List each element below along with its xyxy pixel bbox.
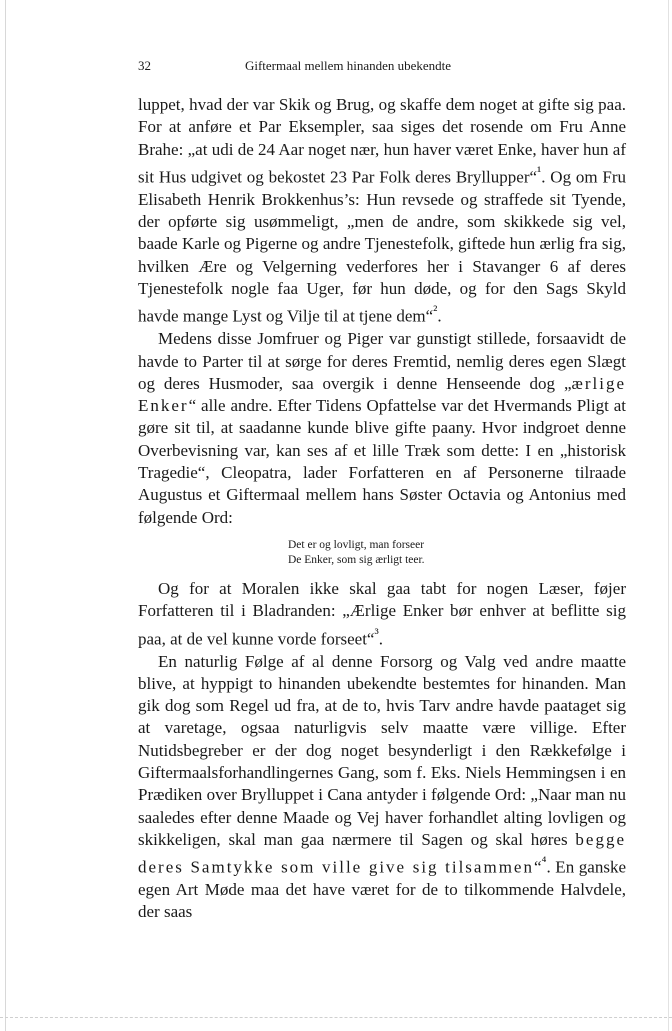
paragraph-3: Og for at Moralen ikke skal gaa tabt for nogen Læser, føjer Forfatteren til i Bladranden: „Ærlige Enker bør enhver at beflitte sig paa, at de vel kunne vorde forseet“$^{^3}$. — [138, 578, 626, 649]
footnote-marker: ⁴ — [541, 854, 547, 871]
right-page-edge — [668, 0, 669, 1031]
verse-line: De Enker, som sig ærligt teer. — [288, 553, 425, 566]
paragraph-1: luppet, hvad der var Skik og Brug, og skaffe dem noget at gifte sig paa. For at anføre et Par Eksempler, saa siges det rosende om Fru Anne Brahe: „at udi de 24 Aar noget nær, hun haver været Enke, haver hun af sit Hus udgivet og bekostet 23 Par Folk deres Bryllupper“$^{^1}$. Og om Fru Elisabeth Henrik Brokkenhus’s: Hun revsede og straffede sit Tyende, der opførte sig usømmeligt, „men de andre, som skikkede sig vel, baade Karle og Pigerne og andre Tjenestefolk, giftede hun ærlig fra sig, hvilken Ære og Velgerning vederfores her i Stavanger 6 af deres Tjenestefolk nogle faa Uger, før hun døde, og for den Sags Skyld havde mange Lyst og Vilje til at tjene dem“$^{^2}$. — [138, 95, 626, 326]
body-text — [138, 94, 626, 924]
verse-line: Det er og lovligt, man forseer — [288, 538, 425, 551]
page-header — [138, 58, 538, 78]
page-number: 32 — [138, 58, 151, 73]
paragraph-4: En naturlig Følge af al denne Forsorg og Valg ved andre maatte blive, at hyppigt to hinanden ubekendte bestemtes for hinanden. Man gik dog som Regel ud fra, at de to, hvis Tarv andre havde paataget sig at varetage, ogsaa naturligvis selv maatte være villige. Efter Nutidsbegreber er der dog noget besynderligt i den Rækkefølge i Giftermaalsforhandlingernes Gang, som f. Eks. Niels Hemmingsen i en Prædiken over Brylluppet i Cana antyder i følgende Ord: „Naar man nu saaledes efter denne Maade og Vej haver forhandlet alting lovligen og skikkeligen, skal man gaa nærmere til Sagen og skal høres begge deres Samtykke som ville give sig tilsammen“$^{^4}$. En ganske egen Art Møde maa det have været for de to tilkommende Halvdele, der saas — [138, 651, 627, 922]
footnote-marker: ² — [433, 303, 438, 320]
left-page-edge — [5, 0, 6, 1031]
running-title: Giftermaal mellem hinanden ubekendte — [244, 58, 452, 73]
paragraph-2: Medens disse Jomfruer og Piger var gunstigt stillede, forsaavidt de havde to Parter til at sørge for deres Fremtid, nemlig deres egen Slægt og deres Husmoder, saa overgik i denne Henseende dog „ærlige Enker“ alle andre. Efter Tidens Opfattelse var det Hvermands Pligt at gøre sit til, at saadanne kunde blive gifte paany. Hvor indgroet denne Overbevisning var, kan ses af et lille Træk som dette: I en „historisk Tragedie“, Cleopatra, lader Forfatteren en af Personerne tilraade Augustus et Giftermaal mellem hans Søster Octavia og Antonius med følgende Ord: — [138, 329, 626, 527]
spaced-emphasis: ærlige Enker — [138, 373, 626, 416]
spaced-emphasis: begge deres Samtykke som ville give sig tilsammen — [138, 829, 626, 877]
bottom-page-edge — [0, 1017, 672, 1019]
verse-quote — [138, 538, 626, 568]
footnote-marker: ¹ — [537, 163, 542, 180]
footnote-marker: ³ — [374, 625, 379, 642]
